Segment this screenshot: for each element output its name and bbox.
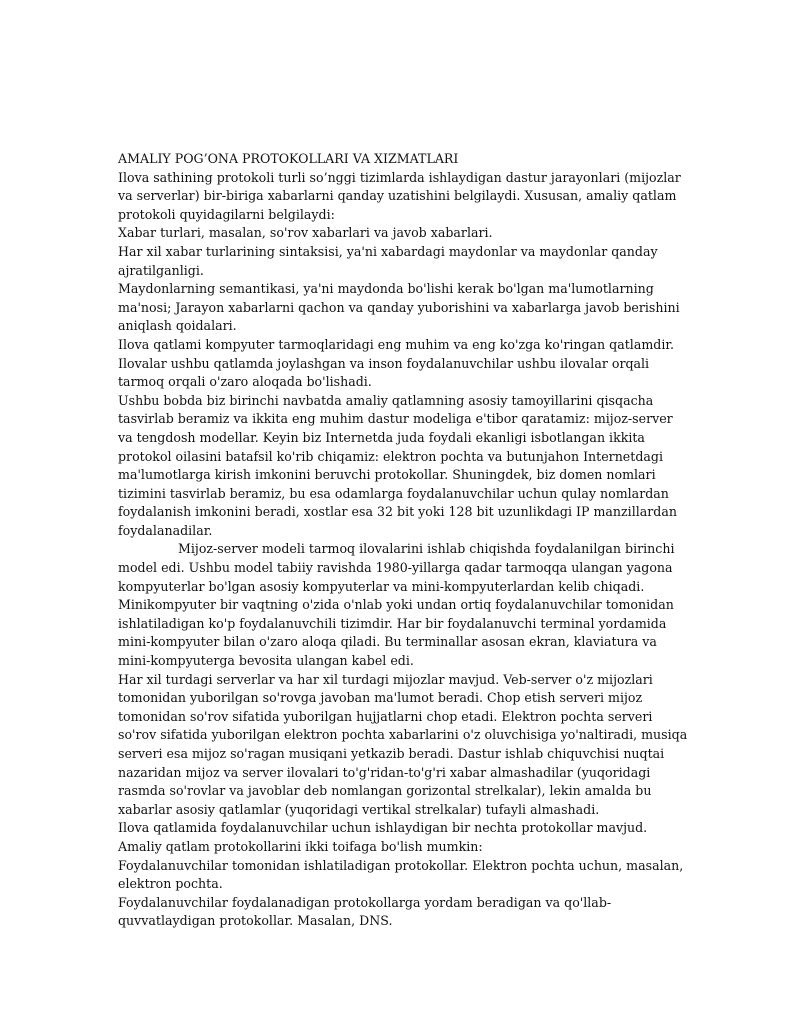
paragraph-server-types: Har xil turdagi serverlar va har xil turdagi mijozlar mavjud. Veb-server o'z mijozlari tomonidan yuborilgan so'rovga javoban ma'lumot beradi. Chop etish serveri mijoz tomonidan so'rov sifatida yuborilgan hujjatlarni chop etadi. Elektron pochta serveri so'rov sifatida yuborilgan elektron pochta xabarlarini o'z oluvchisiga yo'naltiradi, musiqa serveri esa mijoz so'ragan musiqani yetkazib beradi. Dastur ishlab chiquvchisi nuqtai nazaridan mijoz va server ilovalari to'g'ridan-to'g'ri xabar almashadilar (yuqoridagi rasmda so'rovlar va javoblar deb nomlangan gorizontal strelkalar), lekin amalda bu xabarlar asosiy qatlamlar (yuqoridagi vertikal strelkalar) tufayli almashadi. [118,671,688,817]
paragraph-support-protocols: Foydalanuvchilar foydalanadigan protokollarga yordam beradigan va qo'llab-quvvatlaydigan protokollar. Masalan, DNS. [118,894,612,929]
document-page [118,150,690,931]
paragraph-chapter-overview: Ushbu bobda biz birinchi navbatda amaliy qatlamning asosiy tamoyillarini qisqacha tasvirlab beramiz va ikkita eng muhim dastur modeliga e'tibor qaratamiz: mijoz-server va tengdosh modellar. Keyin biz Internetda juda foydali ekanligi isbotlangan ikkita protokol oilasini batafsil ko'rib chiqamiz: elektron pochta va butunjahon Internetdagi ma'lumotlarga kirish imkonini beruvchi protokollar. Shuningdek, biz domen nomlari tizimini tasvirlab beramiz, bu esa odamlarga foydalanuvchilar uchun qulay nomlardan foydalanish imkonini beradi, xostlar esa 32 bit yoki 128 bit uzunlikdagi IP manzillardan foydalanadilar. [118,392,677,538]
paragraph-message-types: Xabar turlari, masalan, so'rov xabarlari va javob xabarlari. [118,225,493,241]
paragraph-user-protocols: Foydalanuvchilar tomonidan ishlatiladigan protokollar. Elektron pochta uchun, masalan, elektron pochta. [118,857,684,892]
paragraph-minicomputer: Minikompyuter bir vaqtning o'zida o'nlab yoki undan ortiq foydalanuvchilar tomonidan ishlatiladigan ko'p foydalanuvchili tizimdir. Har bir foydalanuvchi terminal yordamida mini-kompyuter bilan o'zaro aloqa qiladi. Bu terminallar asosan ekran, klaviatura va mini-kompyuterga bevosita ulangan kabel edi. [118,597,674,669]
paragraph-protocol-categories: Ilova qatlamida foydalanuvchilar uchun ishlaydigan bir nechta protokollar mavjud. Amaliy qatlam protokollarini ikki toifaga bo'lish mumkin: [118,820,648,854]
paragraph-semantics: Maydonlarning semantikasi, ya'ni maydonda bo'lishi kerak bo'lgan ma'lumotlarning ma'nosi; Jarayon xabarlarni qachon va qanday yuborishini va xabarlarga javob berishini aniqlash qoidalari. [118,281,680,334]
paragraph-application-layer: Ilova qatlami kompyuter tarmoqlaridagi eng muhim va eng ko'zga ko'ringan qatlamdir. Ilovalar ushbu qatlamda joylashgan va inson foydalanuvchilar ushbu ilovalar orqali tarmoq orqali o'zaro aloqada bo'lishadi. [118,336,675,390]
paragraph-client-server-model: Mijoz-server modeli tarmoq ilovalarini ishlab chiqishda foydalanilgan birinchi model edi. Ushbu model tabiiy ravishda 1980-yillarga qadar tarmoqqa ulangan yagona kompyuterlar bo'lgan asosiy kompyuterlar va mini-kompyuterlardan kelib chiqadi. [118,541,675,594]
paragraph-syntax: Har xil xabar turlarining sintaksisi, ya'ni xabardagi maydonlar va maydonlar qanday ajratilganligi. [118,243,658,278]
paragraph-application-protocol: Ilova sathining protokoli turli so’nggi tizimlarda ishlaydigan dastur jarayonlari (mijozlar va serverlar) bir-biriga xabarlarni qanday uzatishini belgilaydi. Xususan, amaliy qatlam protokoli quyidagilarni belgilaydi: [118,169,681,222]
document-title: AMALIY POG’ONA PROTOKOLLARI VA XIZMATLARI [118,151,459,166]
